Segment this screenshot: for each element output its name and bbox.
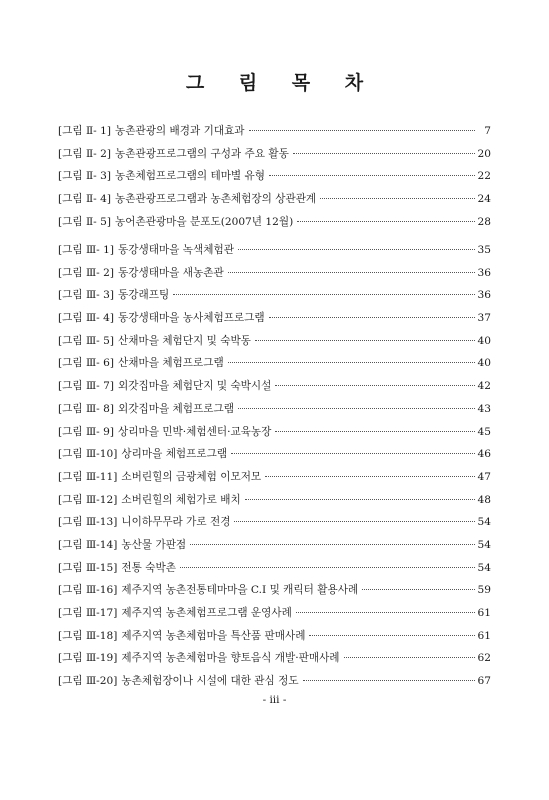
entry-title: 제주지역 농촌체험마을 특산품 판매사례 xyxy=(121,629,306,642)
dot-leader xyxy=(320,198,475,199)
toc-entry[interactable] xyxy=(58,143,491,166)
toc-group-chapter-2 xyxy=(58,120,491,233)
toc-entry[interactable] xyxy=(58,489,491,512)
toc-entry[interactable] xyxy=(58,330,491,353)
toc-entry[interactable] xyxy=(58,421,491,444)
entry-title: 농촌관광프로그램과 농촌체험장의 상관관계 xyxy=(115,193,317,206)
entry-page: 36 xyxy=(477,266,491,279)
entry-page: 28 xyxy=(477,215,491,228)
toc-entry[interactable] xyxy=(58,262,491,285)
entry-label: [그림 Ⅲ-17] xyxy=(58,607,118,619)
entry-title: 전통 숙박촌 xyxy=(121,561,176,574)
toc-entry[interactable] xyxy=(58,625,491,648)
entry-page: 37 xyxy=(477,312,491,325)
entry-label: [그림 Ⅲ- 9] xyxy=(58,425,115,438)
entry-label: [그림 Ⅱ- 5] xyxy=(58,215,111,228)
entry-page: 46 xyxy=(477,448,491,461)
entry-label: [그림 Ⅲ- 8] xyxy=(58,402,115,415)
entry-title: 상리마을 민박·체험센터·교육농장 xyxy=(118,425,272,438)
dot-leader xyxy=(297,221,475,222)
entry-label: [그림 Ⅱ- 2] xyxy=(58,147,111,160)
entry-page: 62 xyxy=(477,652,491,665)
entry-label: [그림 Ⅱ- 4] xyxy=(58,193,111,206)
dot-leader xyxy=(228,272,475,273)
dot-leader xyxy=(173,294,475,295)
entry-page: 54 xyxy=(477,516,491,529)
entry-label: [그림 Ⅲ-20] xyxy=(58,675,118,688)
entry-page: 7 xyxy=(484,125,491,137)
entry-page: 48 xyxy=(477,493,491,506)
entry-title: 농촌체험프로그램의 테마별 유형 xyxy=(115,170,266,183)
dot-leader xyxy=(269,317,475,318)
dot-leader xyxy=(309,635,475,636)
dot-leader xyxy=(255,340,475,341)
entry-title: 외갓집마을 체험프로그램 xyxy=(118,402,234,415)
entry-label: [그림 Ⅲ-11] xyxy=(58,470,118,483)
entry-label: [그림 Ⅱ- 1] xyxy=(58,125,111,137)
toc-entry[interactable] xyxy=(58,466,491,489)
entry-page: 47 xyxy=(477,470,491,483)
entry-title: 농산물 가판점 xyxy=(121,538,187,551)
toc-entry[interactable] xyxy=(58,188,491,211)
dot-leader xyxy=(269,175,475,176)
dot-leader xyxy=(190,544,475,545)
toc-entry[interactable] xyxy=(58,307,491,330)
entry-page: 67 xyxy=(477,675,491,688)
entry-page: 54 xyxy=(477,561,491,574)
entry-title: 동강생태마을 녹색체험관 xyxy=(118,244,234,256)
entry-page: 59 xyxy=(477,584,491,597)
dot-leader xyxy=(296,612,475,613)
toc-entry[interactable] xyxy=(58,284,491,307)
entry-label: [그림 Ⅲ- 4] xyxy=(58,312,115,325)
entry-label: [그림 Ⅲ-16] xyxy=(58,584,118,597)
dot-leader xyxy=(249,130,475,131)
entry-label: [그림 Ⅲ-12] xyxy=(58,493,118,506)
dot-leader xyxy=(275,385,475,386)
entry-page: 24 xyxy=(477,193,491,206)
entry-label: [그림 Ⅲ- 6] xyxy=(58,357,115,370)
entry-page: 40 xyxy=(477,334,491,347)
entry-title: 동강생태마을 새농촌관 xyxy=(118,266,224,279)
dot-leader xyxy=(293,153,475,154)
entry-title: 농촌관광의 배경과 기대효과 xyxy=(115,125,245,137)
toc-entry[interactable] xyxy=(58,443,491,466)
entry-label: [그림 Ⅲ-15] xyxy=(58,561,118,574)
toc-entry[interactable] xyxy=(58,211,491,234)
toc-entry[interactable] xyxy=(58,670,491,693)
toc-entry[interactable] xyxy=(58,239,491,262)
toc-entry[interactable] xyxy=(58,375,491,398)
dot-leader xyxy=(234,521,475,522)
entry-label: [그림 Ⅲ- 7] xyxy=(58,380,115,393)
entry-label: [그림 Ⅱ- 3] xyxy=(58,170,111,183)
entry-title: 외갓집마을 체험단지 및 숙박시설 xyxy=(118,380,272,393)
entry-label: [그림 Ⅲ- 2] xyxy=(58,266,115,279)
dot-leader xyxy=(238,408,475,409)
entry-page: 36 xyxy=(477,289,491,302)
dot-leader xyxy=(265,476,475,477)
dot-leader xyxy=(362,589,475,590)
toc-entry[interactable] xyxy=(58,120,491,143)
entry-page: 54 xyxy=(477,538,491,551)
page-title: 그 림 목 차 xyxy=(185,72,378,94)
entry-title: 제주지역 농촌체험프로그램 운영사례 xyxy=(121,607,292,619)
entry-title: 산채마을 체험단지 및 숙박동 xyxy=(118,334,251,347)
entry-title: 농촌관광프로그램의 구성과 주요 활동 xyxy=(115,147,289,160)
entry-title: 소버린힐의 금광체험 이모저모 xyxy=(121,470,262,483)
toc-entry[interactable] xyxy=(58,511,491,534)
dot-leader xyxy=(180,567,475,568)
toc-entry[interactable] xyxy=(58,647,491,670)
entry-label: [그림 Ⅲ- 1] xyxy=(58,244,115,256)
toc-entry[interactable] xyxy=(58,352,491,375)
entry-label: [그림 Ⅲ-10] xyxy=(58,448,118,461)
entry-label: [그림 Ⅲ-19] xyxy=(58,652,118,665)
entry-page: 40 xyxy=(477,357,491,370)
dot-leader xyxy=(245,499,475,500)
entry-label: [그림 Ⅲ-13] xyxy=(58,516,118,529)
entry-title: 동강래프팅 xyxy=(118,289,170,302)
toc-group-chapter-3 xyxy=(58,239,491,693)
entry-title: 농촌체험장이나 시설에 대한 관심 정도 xyxy=(121,675,299,688)
entry-page: 22 xyxy=(477,170,491,183)
entry-title: 제주지역 농촌체험마을 향토음식 개발·판매사례 xyxy=(121,652,340,665)
entry-page: 20 xyxy=(477,147,491,160)
entry-title: 동강생태마을 농사체험프로그램 xyxy=(118,312,265,325)
entry-label: [그림 Ⅲ- 5] xyxy=(58,334,115,347)
entry-page: 42 xyxy=(477,380,491,393)
dot-leader xyxy=(344,657,475,658)
entry-page: 43 xyxy=(477,402,491,415)
entry-label: [그림 Ⅲ- 3] xyxy=(58,289,115,302)
entry-title: 상리마을 체험프로그램 xyxy=(121,448,228,461)
entry-page: 45 xyxy=(477,425,491,438)
dot-leader xyxy=(303,680,475,681)
entry-title: 니이하무무라 가로 전경 xyxy=(121,516,231,529)
entry-page: 61 xyxy=(477,607,491,619)
dot-leader xyxy=(228,362,475,363)
toc-entry[interactable] xyxy=(58,579,491,602)
entry-title: 농어촌관광마을 분포도(2007년 12월) xyxy=(115,215,294,228)
dot-leader xyxy=(275,431,475,432)
toc-entry[interactable] xyxy=(58,602,491,625)
entry-title: 산채마을 체험프로그램 xyxy=(118,357,224,370)
toc-entry[interactable] xyxy=(58,557,491,580)
dot-leader xyxy=(238,249,475,250)
toc-entry[interactable] xyxy=(58,165,491,188)
toc-entry[interactable] xyxy=(58,398,491,421)
entry-title: 제주지역 농촌전통테마마을 C.I 및 캐릭터 활용사례 xyxy=(121,584,359,597)
dot-leader xyxy=(231,453,475,454)
toc-entry[interactable] xyxy=(58,534,491,557)
page-number-footer: - iii - xyxy=(262,694,287,706)
entry-label: [그림 Ⅲ-18] xyxy=(58,629,118,642)
entry-label: [그림 Ⅲ-14] xyxy=(58,538,118,551)
entry-page: 35 xyxy=(477,244,491,256)
entry-page: 61 xyxy=(477,629,491,642)
entry-title: 소버린힐의 체험가로 배치 xyxy=(121,493,241,506)
